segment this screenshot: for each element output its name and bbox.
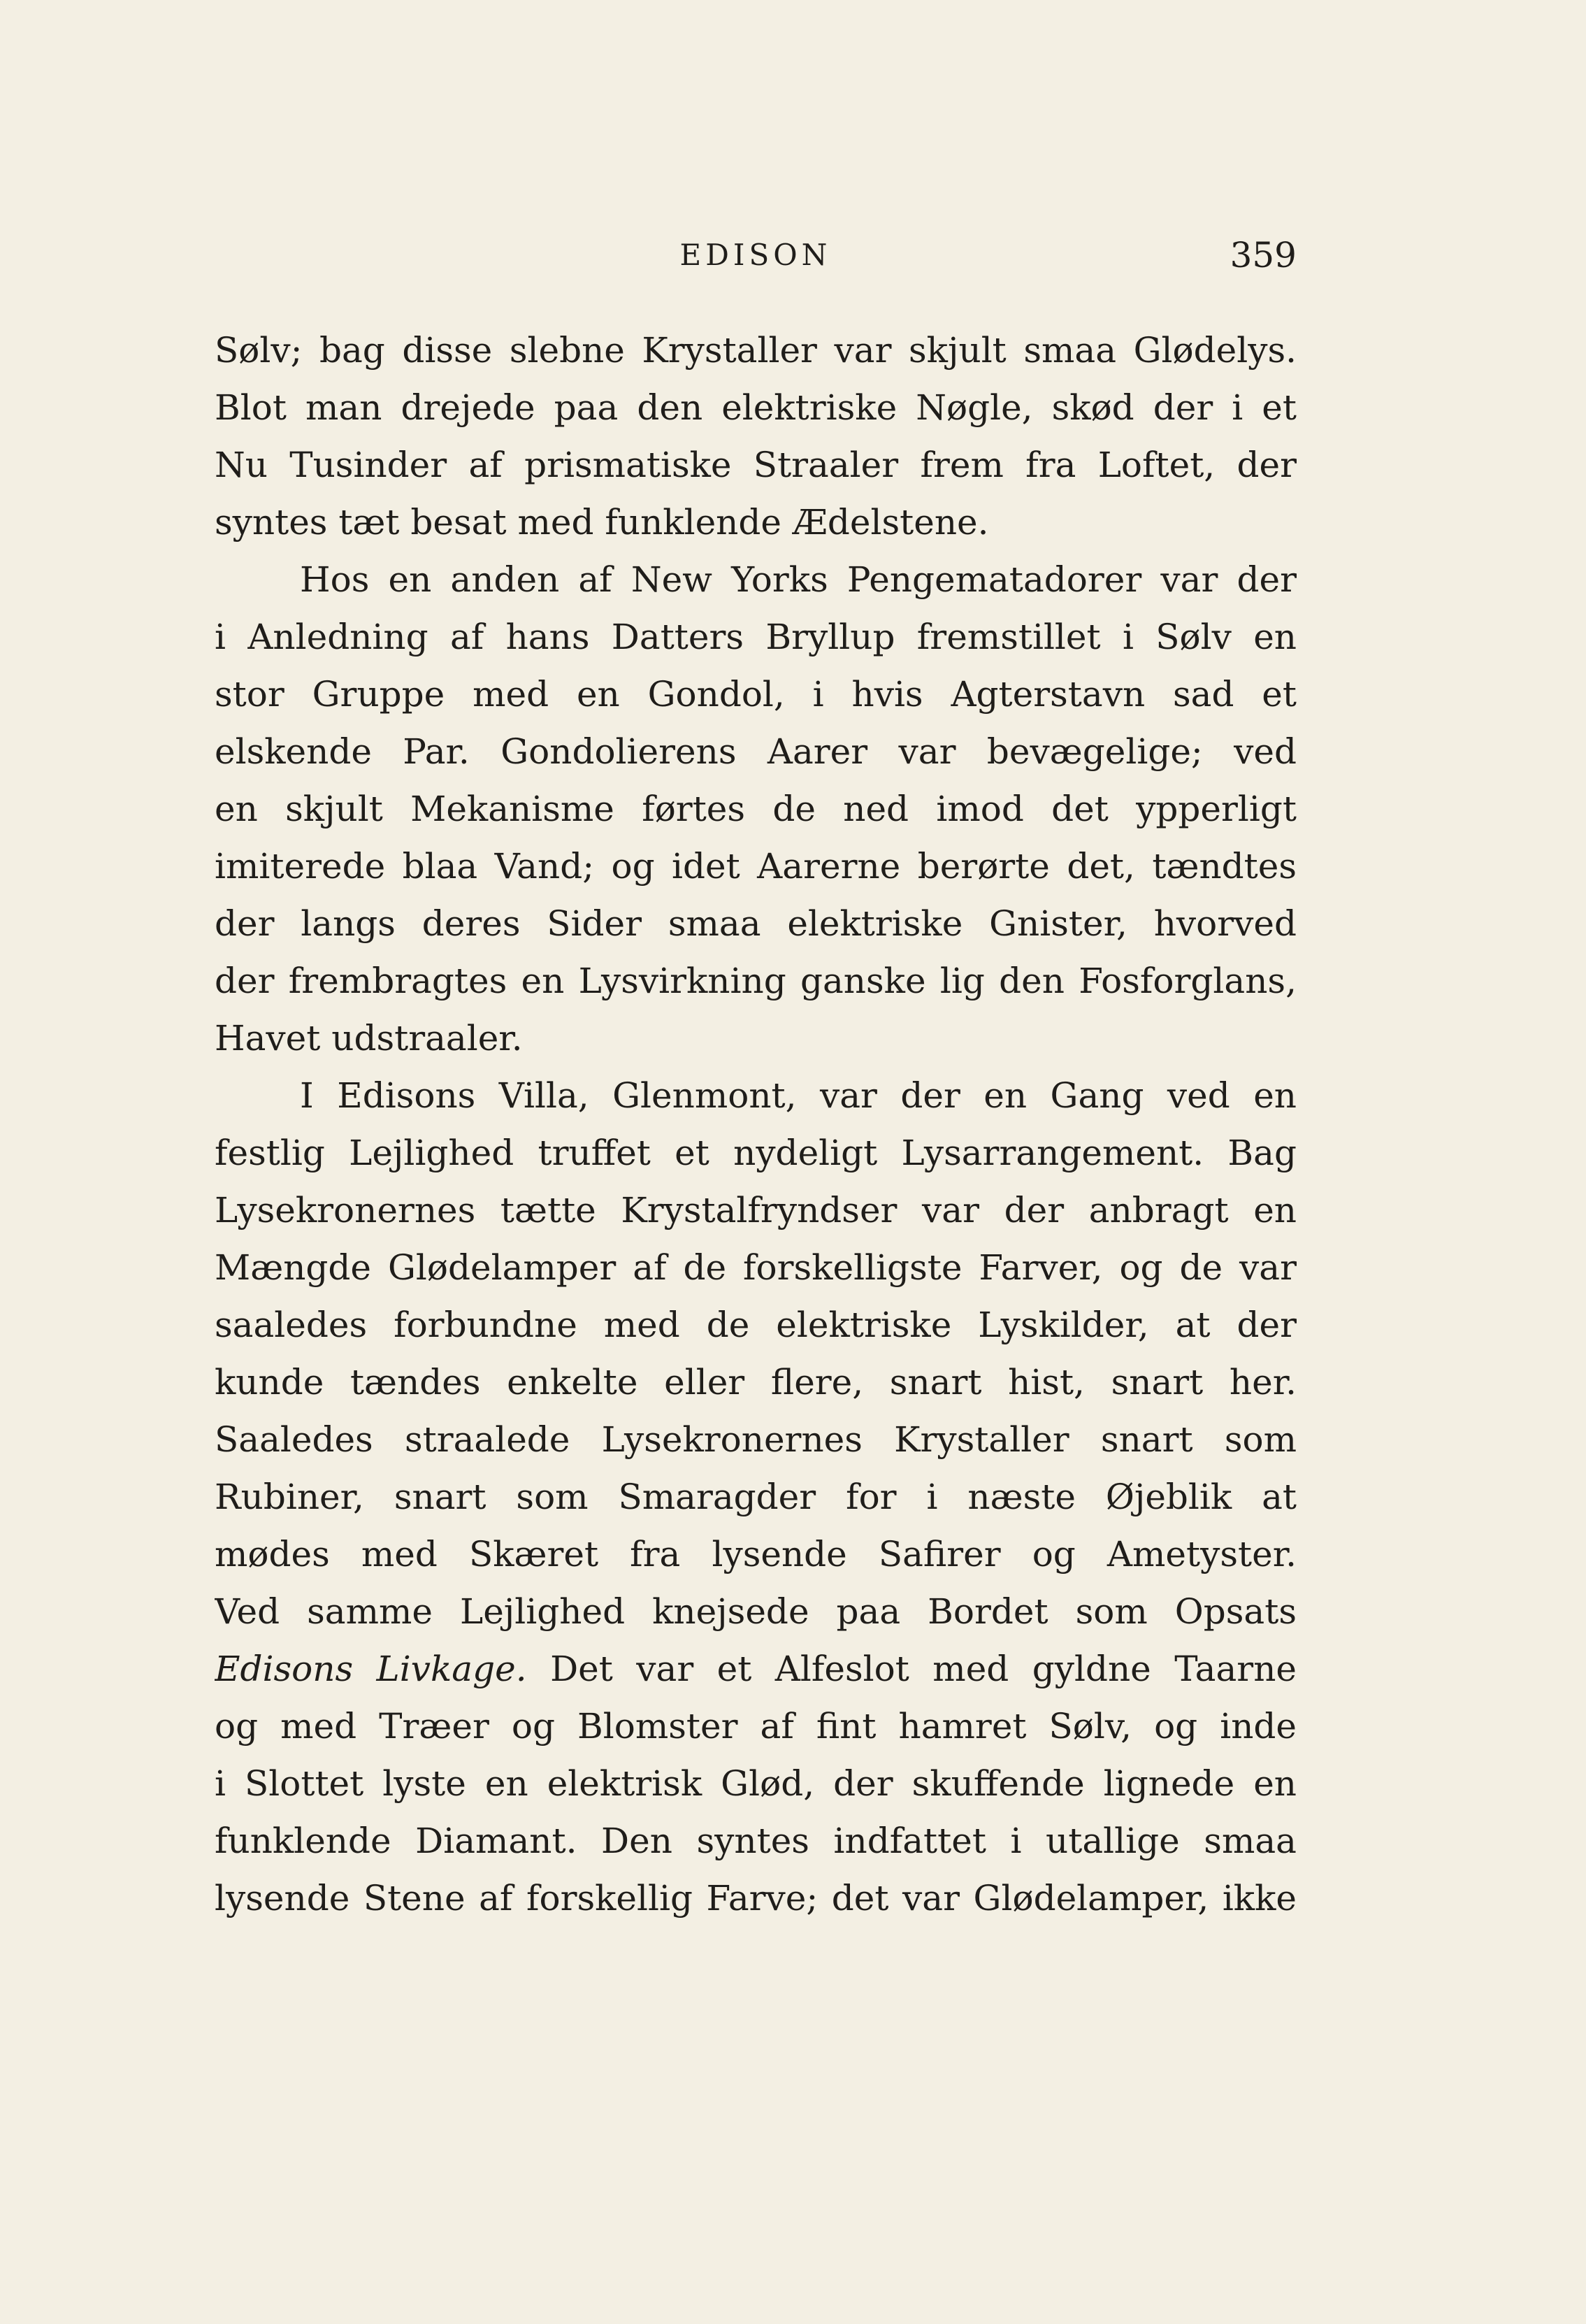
body-text: [215, 322, 1297, 1927]
text-line: imiterede blaa Vand; og idet Aarerne berørte det, tændtes: [215, 846, 1297, 887]
text-line: Rubiner, snart som Smaragder for i næste Øjeblik at: [215, 1477, 1297, 1517]
text-line: Nu Tusinder af prismatiske Straaler frem fra Loftet, der: [215, 445, 1297, 485]
text-line: mødes med Skæret fra lysende Safirer og Ametyster.: [215, 1534, 1297, 1575]
text-line: Saaledes straalede Lysekronernes Krystaller snart som: [215, 1419, 1297, 1460]
text-line: i Anledning af hans Datters Bryllup fremstillet i Sølv en: [215, 617, 1297, 657]
text-line: lysende Stene af forskellig Farve; det var Glødelamper, ikke: [215, 1878, 1297, 1918]
text-line: der frembragtes en Lysvirkning ganske lig den Fosforglans,: [215, 961, 1297, 1001]
text-line: og med Træer og Blomster af fint hamret Sølv, og inde: [215, 1706, 1297, 1746]
page-number: 359: [1230, 235, 1297, 275]
text-line: syntes tæt besat med funklende Ædelstene.: [215, 502, 989, 543]
text-line: elskende Par. Gondolierens Aarer var bevægelige; ved: [215, 731, 1297, 772]
text-line: saaledes forbundne med de elektriske Lyskilder, at der: [215, 1305, 1297, 1345]
text-line: en skjult Mekanisme førtes de ned imod det ypperligt: [215, 789, 1297, 829]
text-line: funklende Diamant. Den syntes indfattet i utallige smaa: [215, 1821, 1297, 1861]
running-header: [215, 227, 1297, 283]
text-line: Blot man drejede paa den elektriske Nøgle, skød der i et: [215, 387, 1297, 428]
text-line: Ved samme Lejlighed knejsede paa Bordet som Opsats: [215, 1591, 1297, 1632]
text-line: I Edisons Villa, Glenmont, var der en Gang ved en: [300, 1075, 1297, 1116]
text-line-rest: Det var et Alfeslot med gyldne Taarne: [550, 1649, 1297, 1689]
text-line: der langs deres Sider smaa elektriske Gnister, hvorved: [215, 903, 1297, 944]
text-line: Mængde Glødelamper af de forskelligste Farver, og de var: [215, 1247, 1297, 1288]
text-line-with-italic: [215, 1640, 1297, 1698]
text-line: i Slottet lyste en elektrisk Glød, der skuffende lignede en: [215, 1763, 1297, 1804]
italic-title: Edisons Livkage.: [215, 1649, 527, 1689]
text-line: Lysekronernes tætte Krystalfryndser var der anbragt en: [215, 1190, 1297, 1231]
text-line: festlig Lejlighed truffet et nydeligt Lysarrangement. Bag: [215, 1133, 1297, 1173]
text-line: kunde tændes enkelte eller flere, snart hist, snart her.: [215, 1362, 1297, 1403]
text-line: Havet udstraaler.: [215, 1018, 523, 1059]
text-line: stor Gruppe med en Gondol, i hvis Agterstavn sad et: [215, 674, 1297, 715]
text-line: Hos en anden af New Yorks Pengematadorer var der: [300, 559, 1297, 600]
running-title: EDISON: [679, 238, 832, 272]
text-line: Sølv; bag disse slebne Krystaller var skjult smaa Glødelys.: [215, 330, 1297, 371]
